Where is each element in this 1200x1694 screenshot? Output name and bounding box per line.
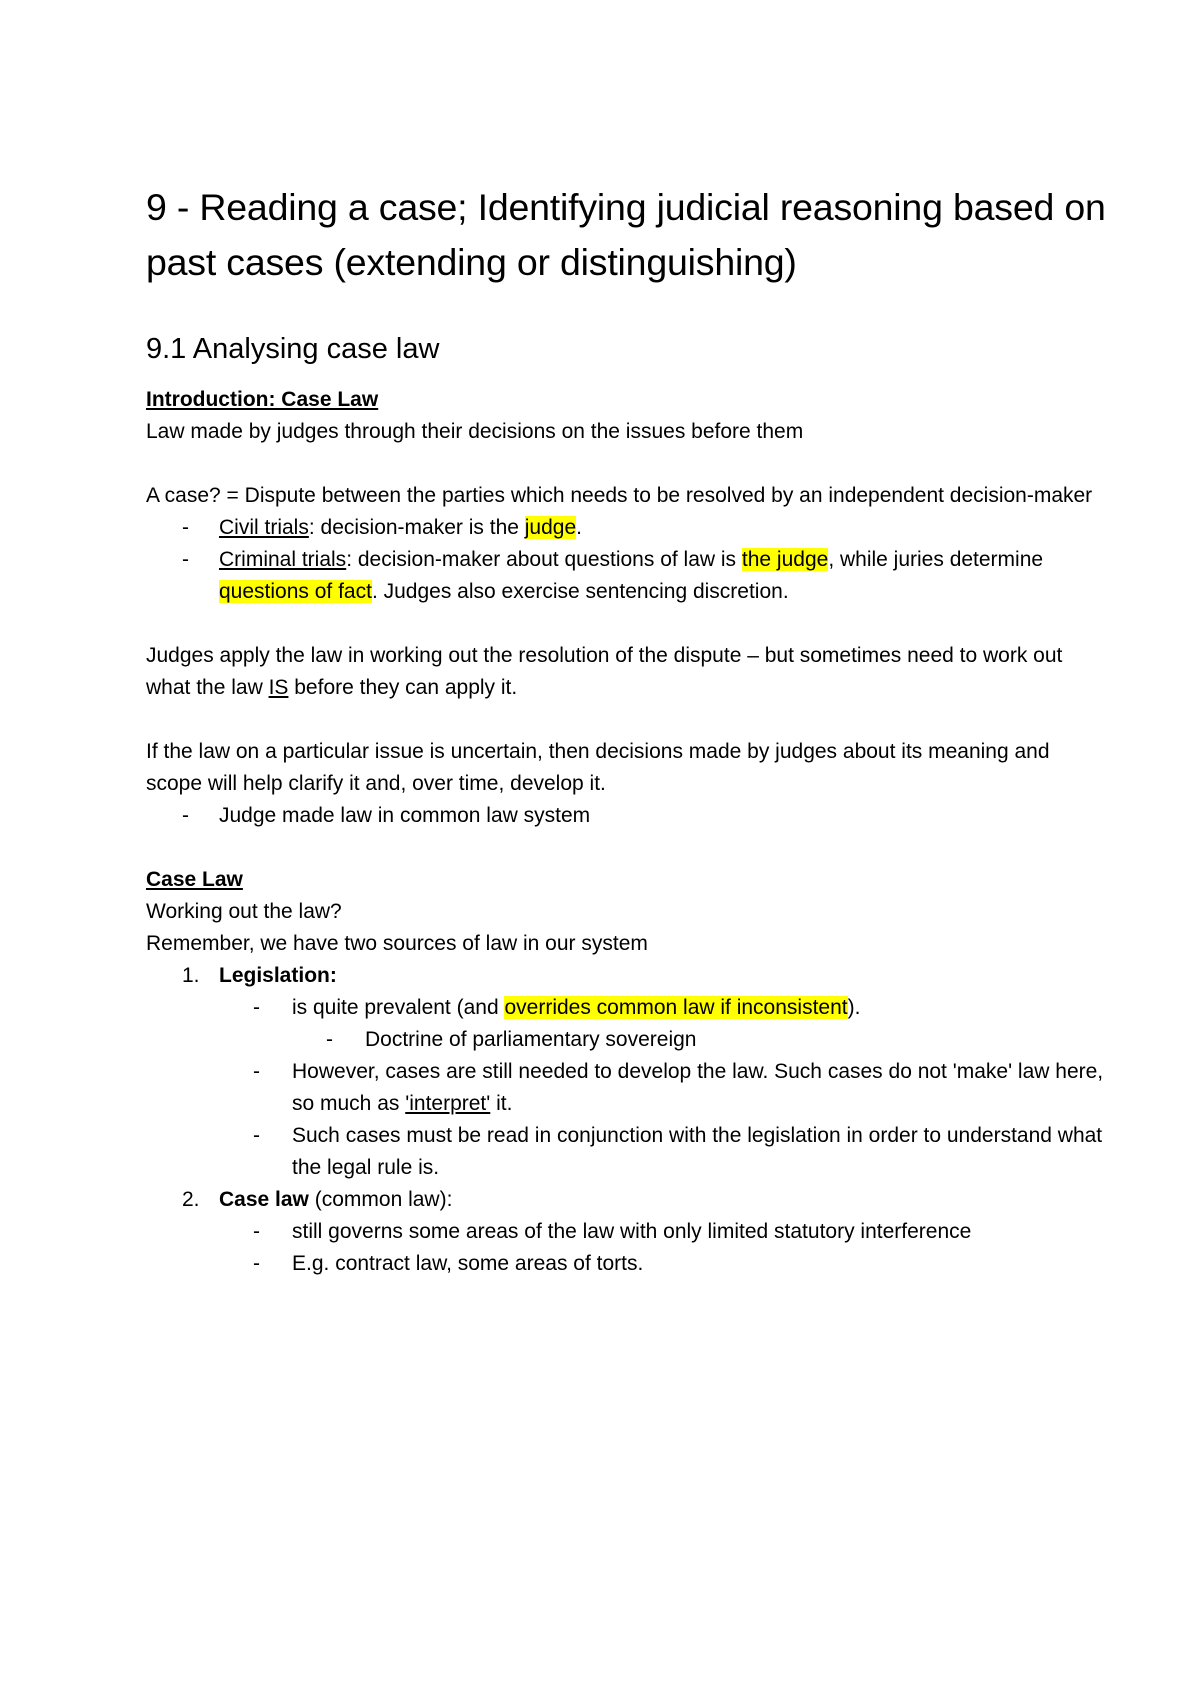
item-number: 2. [182, 1188, 200, 1211]
two-sources-line: Remember, we have two sources of law in our system [146, 932, 648, 955]
bullet-dash: - [182, 516, 189, 539]
spacer [146, 832, 1106, 864]
civil-trials-text: : decision-maker is the [308, 516, 525, 539]
highlight-judge: judge [524, 516, 577, 539]
list-item-doctrine [146, 1024, 1106, 1056]
list-item-prevalent [146, 992, 1106, 1024]
list-item-example [146, 1248, 1106, 1280]
bullet-dash: - [253, 1124, 260, 1147]
spacer [146, 448, 1106, 480]
judges-apply-end: before they can apply it. [288, 676, 518, 699]
section-heading: 9.1 Analysing case law [146, 333, 440, 365]
governs-text: still governs some areas of the law with only limited statutory interference [292, 1220, 972, 1243]
legislation-label: Legislation: [219, 964, 337, 987]
list-item-civil-trials [146, 512, 1106, 544]
item-number: 1. [182, 964, 200, 987]
judges-apply-paragraph [146, 640, 1106, 704]
civil-trials-end: . [576, 516, 582, 539]
working-out-line: Working out the law? [146, 900, 342, 923]
bullet-dash: - [253, 996, 260, 1019]
document-title: 9 - Reading a case; Identifying judicial reasoning based on past cases (extending or distinguishing) [146, 186, 1106, 283]
criminal-trials-text: : decision-maker about questions of law is [346, 548, 742, 571]
emphasis-is: IS [268, 676, 289, 699]
judge-made-law-text: Judge made law in common law system [219, 804, 591, 827]
highlight-questions-of-fact: questions of fact [219, 580, 372, 603]
numbered-item-case-law [146, 1184, 1106, 1216]
doctrine-text: Doctrine of parliamentary sovereign [365, 1028, 697, 1051]
numbered-item-legislation [146, 960, 1106, 992]
criminal-trials-end: . Judges also exercise sentencing discretion. [371, 580, 789, 603]
highlight-the-judge: the judge [741, 548, 829, 571]
prevalent-text: is quite prevalent (and [292, 996, 505, 1019]
list-item-criminal-trials [146, 544, 1106, 608]
case-law-label: Case law [219, 1188, 309, 1211]
prevalent-end: ). [847, 996, 861, 1019]
case-law-label-rest: (common law): [308, 1188, 453, 1211]
list-item-however [146, 1056, 1106, 1120]
bullet-dash: - [253, 1252, 260, 1275]
bullet-dash: - [253, 1060, 260, 1083]
example-text: E.g. contract law, some areas of torts. [292, 1252, 644, 1275]
spacer [146, 608, 1106, 640]
document-body [146, 384, 1106, 1280]
case-law-definition: Law made by judges through their decisions on the issues before them [146, 420, 804, 443]
criminal-trials-juries: , while juries determine [828, 548, 1044, 571]
intro-heading: Introduction: Case Law [146, 388, 379, 411]
judges-apply-text: Judges apply the law in working out the resolution of the dispute – but sometimes need to work out what the law [146, 644, 1063, 699]
bullet-dash: - [253, 1220, 260, 1243]
case-law-heading: Case Law [146, 868, 243, 891]
highlight-overrides: overrides common law if inconsistent [504, 996, 848, 1019]
bullet-dash: - [182, 804, 189, 827]
spacer [146, 704, 1106, 736]
list-item-judge-made-law [146, 800, 1106, 832]
case-definition: A case? = Dispute between the parties which needs to be resolved by an independent decision-maker [146, 484, 1093, 507]
however-end: it. [490, 1092, 513, 1115]
uncertain-law-paragraph: If the law on a particular issue is uncertain, then decisions made by judges about its meaning and scope will help clarify it and, over time, develop it. [146, 740, 1050, 795]
bullet-dash: - [182, 548, 189, 571]
list-item-read-in-conjunction [146, 1120, 1106, 1184]
criminal-trials-label: Criminal trials [219, 548, 347, 571]
civil-trials-label: Civil trials [219, 516, 309, 539]
however-text: However, cases are still needed to develop the law. Such cases do not 'make' law here, so much as [292, 1060, 1104, 1115]
bullet-dash: - [326, 1028, 333, 1051]
list-item-governs [146, 1216, 1106, 1248]
interpret-emphasis: 'interpret' [405, 1092, 491, 1115]
read-in-conjunction-text: Such cases must be read in conjunction with the legislation in order to understand what the legal rule is. [292, 1124, 1103, 1179]
